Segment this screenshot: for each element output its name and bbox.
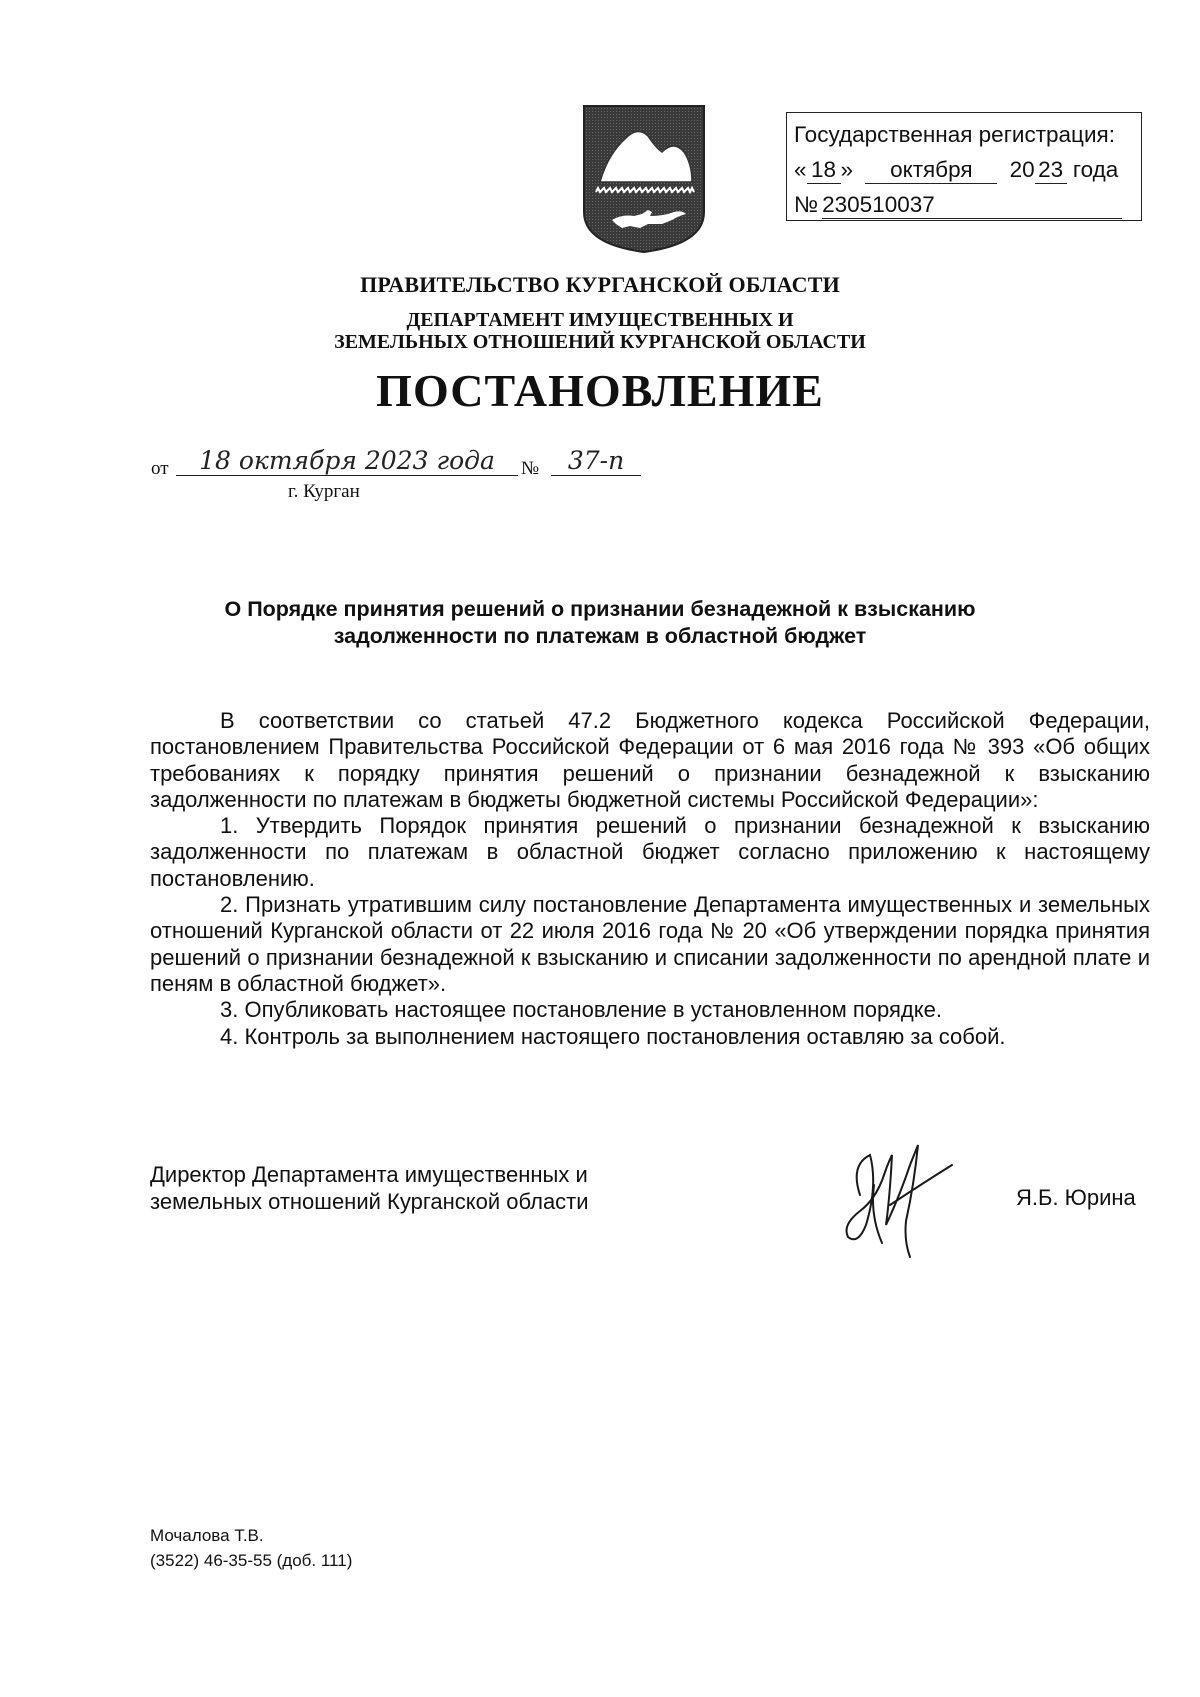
item-3-paragraph: 3. Опубликовать настоящее постановление в установленном порядке. [220, 997, 942, 1023]
signatory-name: Я.Б. Юрина [1016, 1185, 1136, 1210]
executor-info [150, 1523, 352, 1573]
item-4-paragraph: 4. Контроль за выполнением настоящего постановления оставляю за собой. [220, 1023, 1006, 1049]
registration-day: 18 [807, 157, 841, 184]
document-type-title: ПОСТАНОВЛЕНИЕ [376, 365, 824, 416]
government-title: ПРАВИТЕЛЬСТВО КУРГАНСКОЙ ОБЛАСТИ [360, 272, 840, 297]
item-2-paragraph: 2. Признать утратившим силу постановление Департамента имущественных и земельных отношений Курганской области от 22 июля 2016 года № 20 «Об утверждении порядка принятия решений о признании безнадежной к взысканию и списании задолженности по арендной плате и пеням в областной бюджет». [150, 892, 1150, 996]
date-from-label: от [151, 458, 169, 479]
document-body [150, 708, 1150, 1050]
registration-number-line: № 230510037 [794, 187, 1141, 222]
document-number-label: № [521, 458, 540, 479]
document-subject: О Порядке принятия решений о признании безнадежной к взысканию задолженности по платежам в областной бюджет [224, 597, 976, 648]
registration-box [786, 112, 1142, 221]
registration-date: « 18 » октября 20 23 года [794, 157, 1119, 182]
item-1-paragraph: 1. Утвердить Порядок принятия решений о признании безнадежной к взысканию задолженности по платежам в областной бюджет согласно приложению к настоящему постановлению. [150, 813, 1150, 891]
handwritten-date: 18 октября 2023 года [176, 447, 518, 476]
signatory-role: Директор Департамента имущественных и земельных отношений Курганской области [150, 1162, 589, 1214]
department-title: ДЕПАРТАМЕНТ ИМУЩЕСТВЕННЫХ И ЗЕМЕЛЬНЫХ ОТНОШЕНИЙ КУРГАНСКОЙ ОБЛАСТИ [334, 309, 866, 353]
registration-month: октября [865, 157, 997, 184]
handwritten-signature-icon [830, 1125, 960, 1265]
executor-name: Мочалова Т.В. [150, 1526, 264, 1545]
handwritten-document-number: 37-п [551, 447, 641, 476]
preamble-paragraph: В соответствии со статьей 47.2 Бюджетного кодекса Российской Федерации, постановлением Правительства Российской Федерации от 6 мая 2016 года № 393 «Об общих требованиях к порядку принятия решений о признании безнадежной к взысканию задолженности по платежам в бюджеты бюджетной системы Российской Федерации»: [150, 708, 1150, 812]
city-label: г. Курган [288, 481, 360, 502]
registration-number: 230510037 [822, 192, 1122, 219]
registration-title: Государственная регистрация: [794, 122, 1115, 147]
registration-year: 23 [1035, 157, 1067, 184]
coat-of-arms-icon [582, 104, 706, 254]
executor-phone: (3522) 46-35-55 (доб. 111) [150, 1551, 353, 1570]
